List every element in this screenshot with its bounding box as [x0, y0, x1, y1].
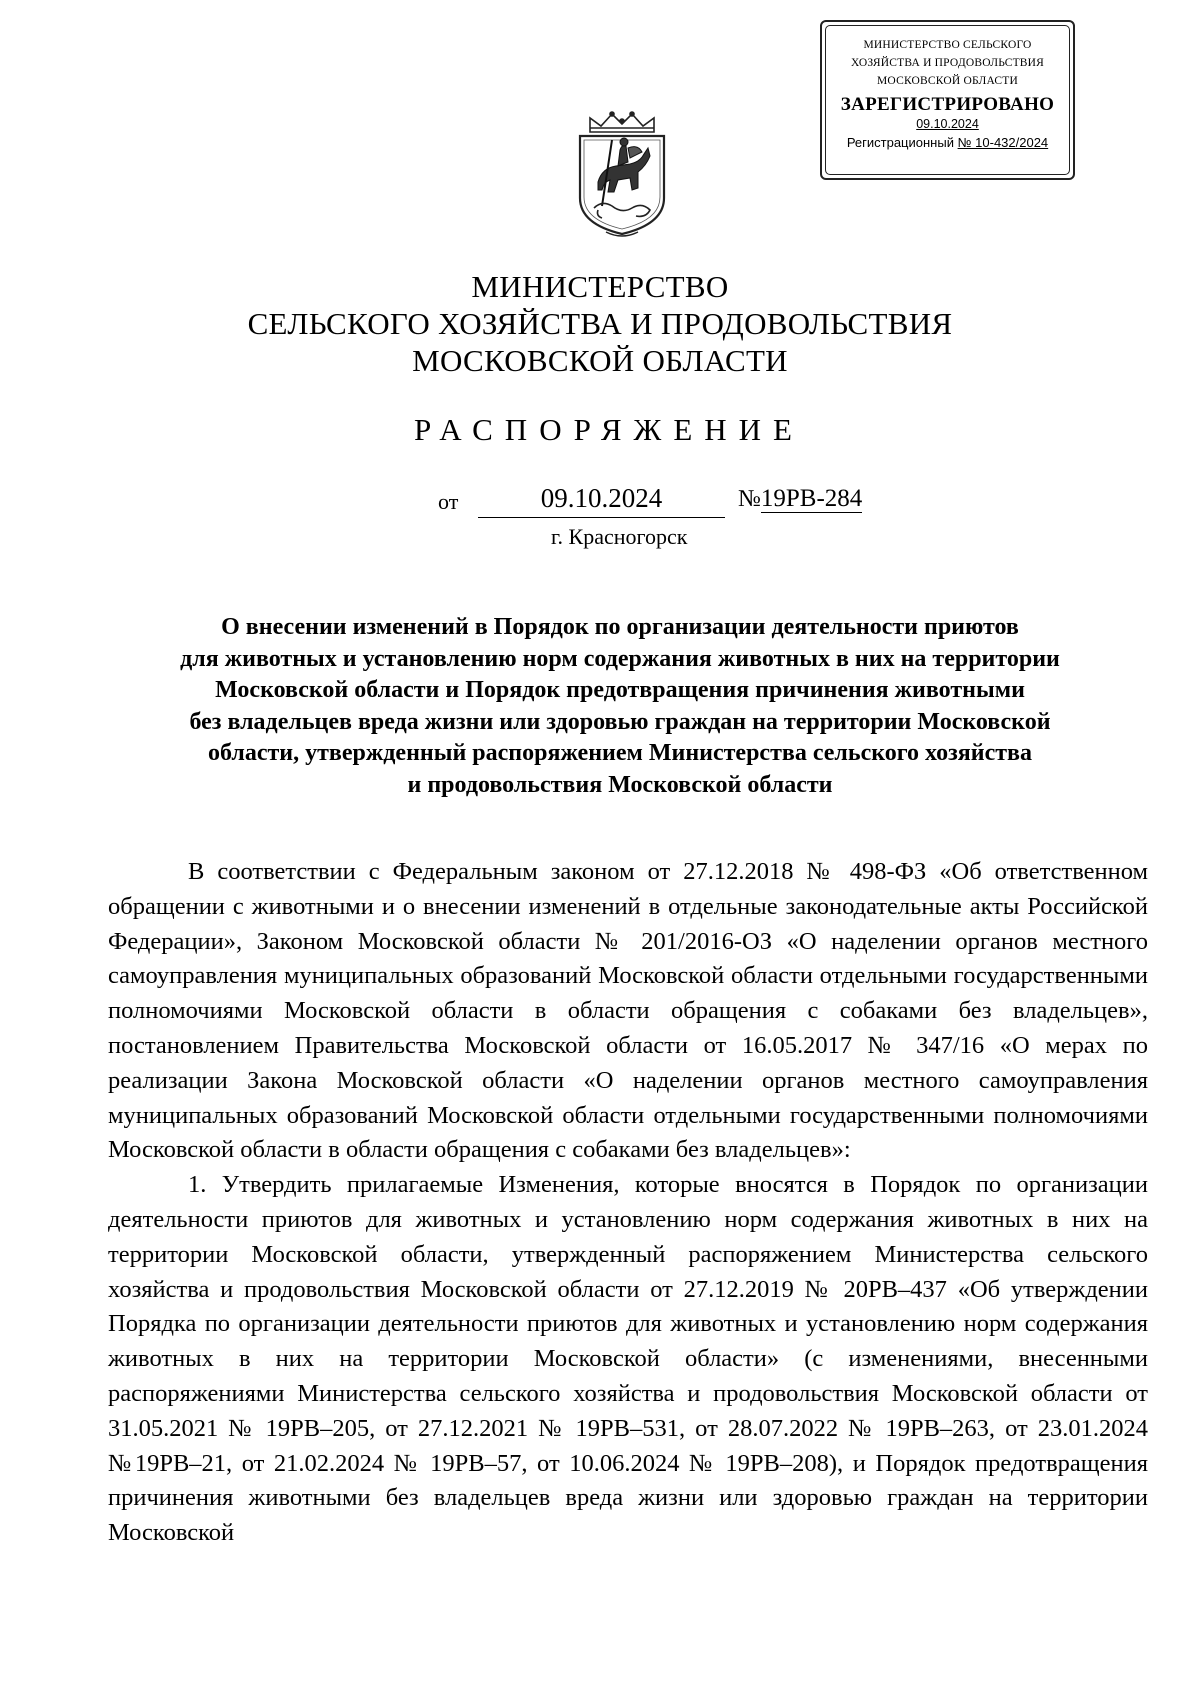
order-city: г. Красногорск — [551, 524, 688, 549]
registration-stamp — [820, 20, 1075, 180]
moscow-oblast-coat-of-arms-icon — [568, 110, 676, 240]
order-date-number-line — [438, 483, 908, 519]
ministry-line-1: МИНИСТЕРСТВО — [471, 269, 729, 304]
title-line-1: О внесении изменений в Порядок по организации деятельности приютов — [221, 614, 1019, 640]
stamp-reg-number: № 10-432/2024 — [957, 135, 1049, 150]
order-number: 19РВ-284 — [760, 485, 863, 512]
title-line-5: области, утвержденный распоряжением Министерства сельского хозяйства — [207, 740, 1032, 766]
document-body — [108, 855, 1148, 1551]
order-number-sign: № — [738, 486, 761, 512]
ministry-line-3: МОСКОВСКОЙ ОБЛАСТИ — [412, 343, 788, 378]
order-from-label: от — [438, 489, 459, 514]
title-line-2: для животных и установлению норм содержания животных в них на территории — [180, 645, 1060, 672]
document-type: РАСПОРЯЖЕНИЕ — [414, 412, 804, 447]
stamp-org-line-2: ХОЗЯЙСТВА И ПРОДОВОЛЬСТВИЯ — [850, 57, 1045, 69]
title-line-4: без владельцев вреда жизни или здоровью граждан на территории Московской — [189, 708, 1051, 735]
body-paragraph-2: 1. Утвердить прилагаемые Изменения, которые вносятся в Порядок по организации деятельности приютов для животных и установлению норм содержания животных в них на территории Московской области, утвержденный распоряжением Министерства сельского хозяйства и продовольствия Московской области от 27.12.2019 № 20РВ–437 «Об утверждении Порядка по организации деятельности приютов для животных и установлению норм содержания животных в них на территории Московской области» (с изменениями, внесенными распоряжениями Министерства сельского хозяйства и продовольствия Московской области от 31.05.2021 № 19РВ–205, от 27.12.2021 № 19РВ–531, от 28.07.2022 № 19РВ–263, от 23.01.2024 №19РВ–21, от 21.02.2024 № 19РВ–57, от 10.06.2024 № 19РВ–208), и Порядок предотвращения причинения животными без владельцев вреда жизни или здоровью граждан на территории Московской — [108, 1171, 1148, 1547]
ministry-name — [0, 268, 1200, 379]
stamp-org-line-1: МИНИСТЕРСТВО СЕЛЬСКОГО — [863, 39, 1032, 51]
order-date: 09.10.2024 — [478, 483, 725, 518]
stamp-org-line-3: МОСКОВСКОЙ ОБЛАСТИ — [877, 75, 1018, 87]
stamp-reg-label: Регистрационный — [846, 135, 954, 150]
order-number-block — [738, 485, 862, 513]
stamp-date: 09.10.2024 — [916, 117, 979, 131]
ministry-line-2: СЕЛЬСКОГО ХОЗЯЙСТВА И ПРОДОВОЛЬСТВИЯ — [247, 306, 953, 341]
stamp-reg-number-line — [828, 135, 1067, 150]
body-paragraph-1: В соответствии с Федеральным законом от 27.12.2018 № 498-ФЗ «Об ответственном обращении с животными и о внесении изменений в отдельные законодательные акты Российской Федерации», Законом Московской области № 201/2016-ОЗ «О наделении органов местного самоуправления муниципальных образований Московской области отдельными государственными полномочиями Московской области в области обращения с собаками без владельцев», постановлением Правительства Московской области от 16.05.2017 № 347/16 «О мерах по реализации Закона Московской области «О наделении органов местного самоуправления муниципальных образований Московской области отдельными государственными полномочиями Московской области в области обращения с собаками без владельцев»: — [108, 858, 1148, 1164]
stamp-registered-label: ЗАРЕГИСТРИРОВАНО — [840, 94, 1055, 115]
title-line-6: и продовольствия Московской области — [407, 771, 833, 798]
document-title — [100, 612, 1140, 801]
title-line-3: Московской области и Порядок предотвращения причинения животными — [215, 677, 1025, 703]
